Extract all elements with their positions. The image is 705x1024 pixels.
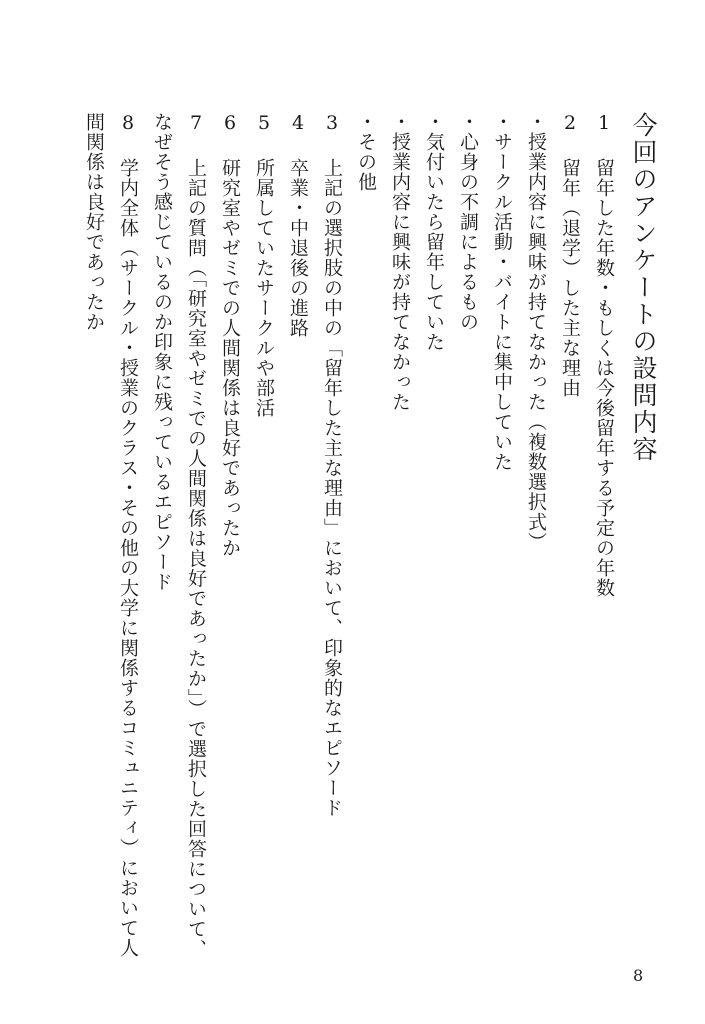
question-8 — [111, 112, 145, 982]
question-5 — [247, 112, 281, 982]
option-item: ・サークル活動・バイトに集中していた — [491, 112, 513, 472]
question-number: 3 — [321, 112, 343, 135]
question-text: 卒業・中退後の進路 — [287, 158, 309, 338]
option-item: ・授業内容に興味が持てなかった — [389, 112, 411, 412]
page-title: 今回のアンケートの設問内容 — [629, 112, 658, 463]
question-6 — [213, 112, 247, 982]
question-8-continuation: 間関係は良好であったか — [83, 112, 105, 332]
question-number: 5 — [253, 112, 275, 135]
question-text: 上記の選択肢の中の「留年した主な理由」において、印象的なエピソード — [321, 158, 343, 818]
question-2 — [553, 112, 587, 982]
option-item: ・授業内容に興味が持てなかった（複数選択式） — [525, 112, 547, 552]
question-3 — [315, 112, 349, 982]
question-7 — [179, 112, 213, 982]
question-text: 留年（退学）した主な理由 — [559, 158, 581, 398]
question-text: 研究室やゼミでの人間関係は良好であったか — [219, 158, 241, 558]
question-number: 1 — [593, 112, 615, 135]
question-4 — [281, 112, 315, 982]
page-number: 8 — [633, 966, 644, 985]
question-1 — [587, 112, 621, 982]
option-item: ・その他 — [355, 112, 377, 192]
option-item: ・心身の不調によるもの — [457, 112, 479, 332]
question-7-continuation: なぜそう感じているのか印象に残っているエピソード — [151, 112, 173, 592]
question-text: 学内全体（サークル・授業のクラス・その他の大学に関係するコミュニティ）において人 — [117, 158, 139, 958]
question-number: 8 — [117, 112, 139, 135]
question-text: 留年した年数・もしくは今後留年する予定の年数 — [593, 158, 615, 598]
question-number: 2 — [559, 112, 581, 135]
question-number: 7 — [185, 112, 207, 135]
question-number: 6 — [219, 112, 241, 135]
question-text: 所属していたサークルや部活 — [253, 158, 275, 418]
question-text: 上記の質問（「研究室やゼミでの人間関係は良好であったか」）で選択した回答について、 — [185, 158, 207, 959]
question-number: 4 — [287, 112, 309, 135]
option-item: ・気付いたら留年していた — [423, 112, 445, 352]
vertical-text-block — [77, 112, 665, 982]
